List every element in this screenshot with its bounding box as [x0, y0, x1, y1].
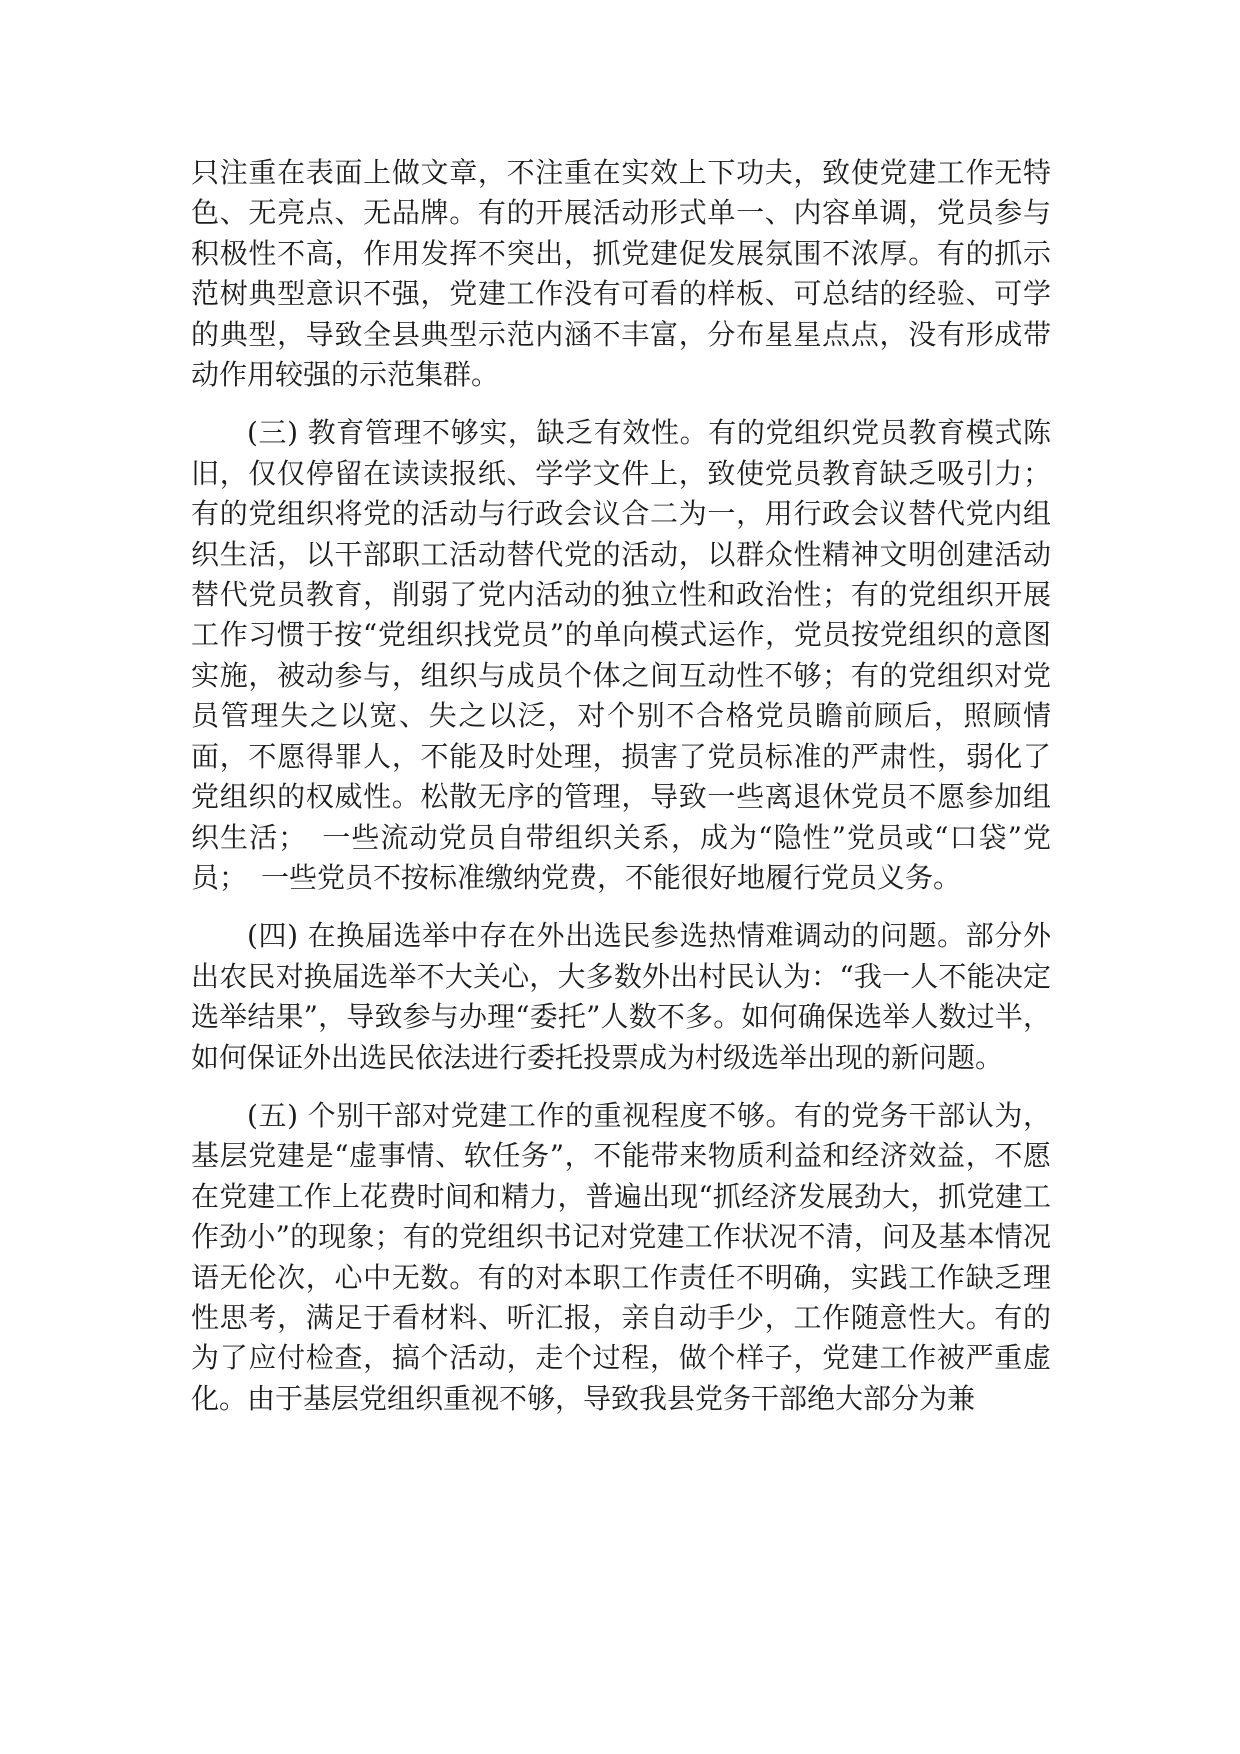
document-body	[191, 153, 1051, 1437]
paragraph-section-4: (四) 在换届选举中存在外出选民参选热情难调动的问题。部分外出农民对换届选举不大关心，大多数外出村民认为：“我一人不能决定选举结果”，导致参与办理“委托”人数不多。如何确保选举人数过半，如何保证外出选民依法进行委托投票成为村级选举出现的新问题。	[191, 919, 1051, 1074]
paragraph-continuation: 只注重在表面上做文章，不注重在实效上下功夫，致使党建工作无特色、无亮点、无品牌。有的开展活动形式单一、内容单调，党员参与积极性不高，作用发挥不突出，抓党建促发展氛围不浓厚。有的抓示范树典型意识不强，党建工作没有可看的样板、可总结的经验、可学的典型，导致全县典型示范内涵不丰富，分布星星点点，没有形成带动作用较强的示范集群。	[191, 156, 1051, 392]
paragraph-section-5: (五) 个别干部对党建工作的重视程度不够。有的党务干部认为，基层党建是“虚事情、软任务”，不能带来物质利益和经济效益，不愿在党建工作上花费时间和精力，普遍出现“抓经济发展劲大，抓党建工作劲小”的现象；有的党组织书记对党建工作状况不清，问及基本情况语无伦次，心中无数。有的对本职工作责任不明确，实践工作缺乏理性思考，满足于看材料、听汇报，亲自动手少，工作随意性大。有的为了应付检查，搞个活动，走个过程，做个样子，党建工作被严重虚化。由于基层党组织重视不够，导致我县党务干部绝大部分为兼	[191, 1098, 1051, 1415]
paragraph-section-3: (三) 教育管理不够实，缺乏有效性。有的党组织党员教育模式陈旧，仅仅停留在读读报纸、学学文件上，致使党员教育缺乏吸引力；有的党组织将党的活动与行政会议合二为一，用行政会议替代党内组织生活，以干部职工活动替代党的活动，以群众性精神文明创建活动替代党员教育，削弱了党内活动的独立性和政治性；有的党组织开展工作习惯于按“党组织找党员”的单向模式运作，党员按党组织的意图实施，被动参与，组织与成员个体之间互动性不够；有的党组织对党员管理失之以宽、失之以泛，对个别不合格党员瞻前顾后，照顾情面，不愿得罪人，不能及时处理，损害了党员标准的严肃性，弱化了党组织的权威性。松散无序的管理，导致一些离退休党员不愿参加组织生活； 一些流动党员自带组织关系，成为“隐性”党员或“口袋”党员； 一些党员不按标准缴纳党费，不能很好地履行党员义务。	[191, 416, 1051, 894]
